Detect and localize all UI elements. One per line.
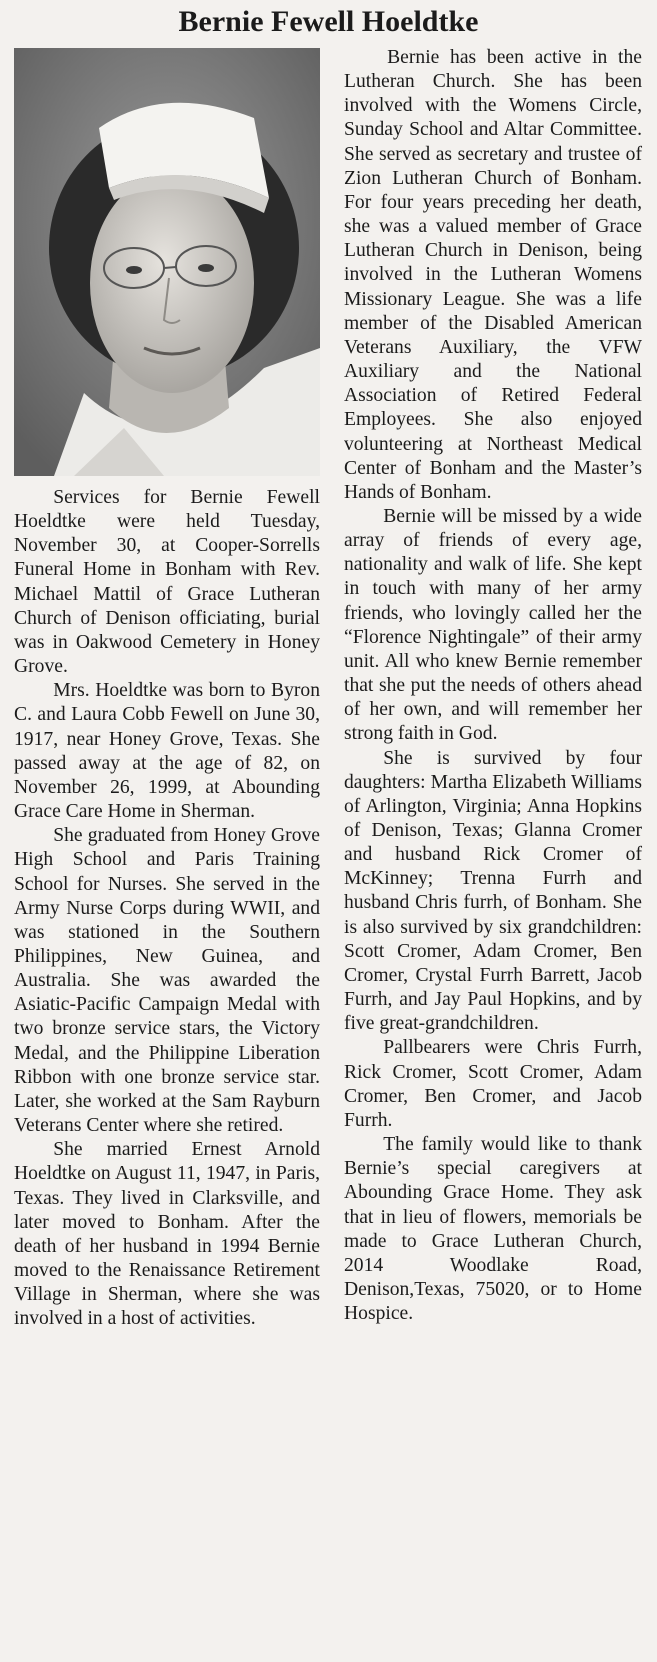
paragraph-memorials: The family would like to thank Bernie’s special caregivers at Abounding Grace Home. They ask that in lieu of flowers, memorials be made to Grace Lutheran Church, 2014 Woodlake Road, Denison,Texas, 75020, or to Home Hospice. <box>344 1134 642 1325</box>
paragraph-church: Bernie has been active in the Lutheran Church. She has been involved with the Womens Circle, Sunday School and Altar Committee. She served as secretary and trustee of Zion Lutheran Church of Bonham. For four years preceding her death, she was a valued member of Grace Lutheran Church in Denison, being involved in the Lutheran Womens Missionary League. She was a life member of the Disabled American Veterans Auxiliary, the VFW Auxiliary and the National Association of Retired Federal Employees. She also enjoyed volunteering at Northeast Medical Center of Bonham and the Master’s Hands of Bonham. <box>344 47 642 503</box>
paragraph-pallbearers: Pallbearers were Chris Furrh, Rick Cromer, Scott Cromer, Adam Cromer, Ben Cromer, and Jacob Furrh. <box>344 1037 642 1131</box>
paragraph-birth: Mrs. Hoeldtke was born to Byron C. and Laura Cobb Fewell on June 30, 1917, near Honey Grove, Texas. She passed away at the age of 82, on November 26, 1999, at Abounding Grace Care Home in Sherman. <box>14 680 320 823</box>
page-title: Bernie Fewell Hoeldtke <box>178 5 479 38</box>
portrait-icon <box>14 48 320 476</box>
portrait-photo <box>14 48 320 476</box>
paragraph-marriage: She married Ernest Arnold Hoeldtke on August 11, 1947, in Paris, Texas. They lived in Clarksville, and later moved to Bonham. After the death of her husband in 1994 Bernie moved to the Renaissance Retirement Village in Sherman, where she was involved in a host of activities. <box>14 1139 320 1330</box>
paragraph-survivors: She is survived by four daughters: Martha Elizabeth Williams of Arlington, Virginia; Anna Hopkins of Denison, Texas; Glanna Cromer and husband Rick Cromer of McKinney; Trenna Furrh and husband Chris furrh, of Bonham. She is also survived by six grandchildren: Scott Cromer, Adam Cromer, Ben Cromer, Crystal Furrh Barrett, Jacob Furrh, and Jay Paul Hopkins, and by five great-grandchildren. <box>344 747 642 1035</box>
left-column <box>14 486 320 1331</box>
paragraph-friends: Bernie will be missed by a wide array of friends of every age, nationality and walk of life. She kept in touch with many of her army friends, who lovingly called her the “Florence Nightingale” of their army unit. All who knew Bernie remember that she put the needs of others ahead of her own, and will remember her strong faith in God. <box>344 505 642 745</box>
right-column <box>344 46 642 1326</box>
paragraph-career: She graduated from Honey Grove High School and Paris Training School for Nurses. She served in the Army Nurse Corps during WWII, and was stationed in the Southern Philippines, New Guinea, and Australia. She was awarded the Asiatic-Pacific Campaign Medal with two bronze service stars, the Victory Medal, and the Philippine Liberation Ribbon with one bronze service star. Later, she worked at the Sam Rayburn Veterans Center where she retired. <box>14 825 320 1137</box>
paragraph-services: Services for Bernie Fewell Hoeldtke were held Tuesday, November 30, at Cooper-Sorrells Funeral Home in Bonham with Rev. Michael Mattil of Grace Lutheran Church of Denison officiating, burial was in Oakwood Cemetery in Honey Grove. <box>14 487 320 678</box>
